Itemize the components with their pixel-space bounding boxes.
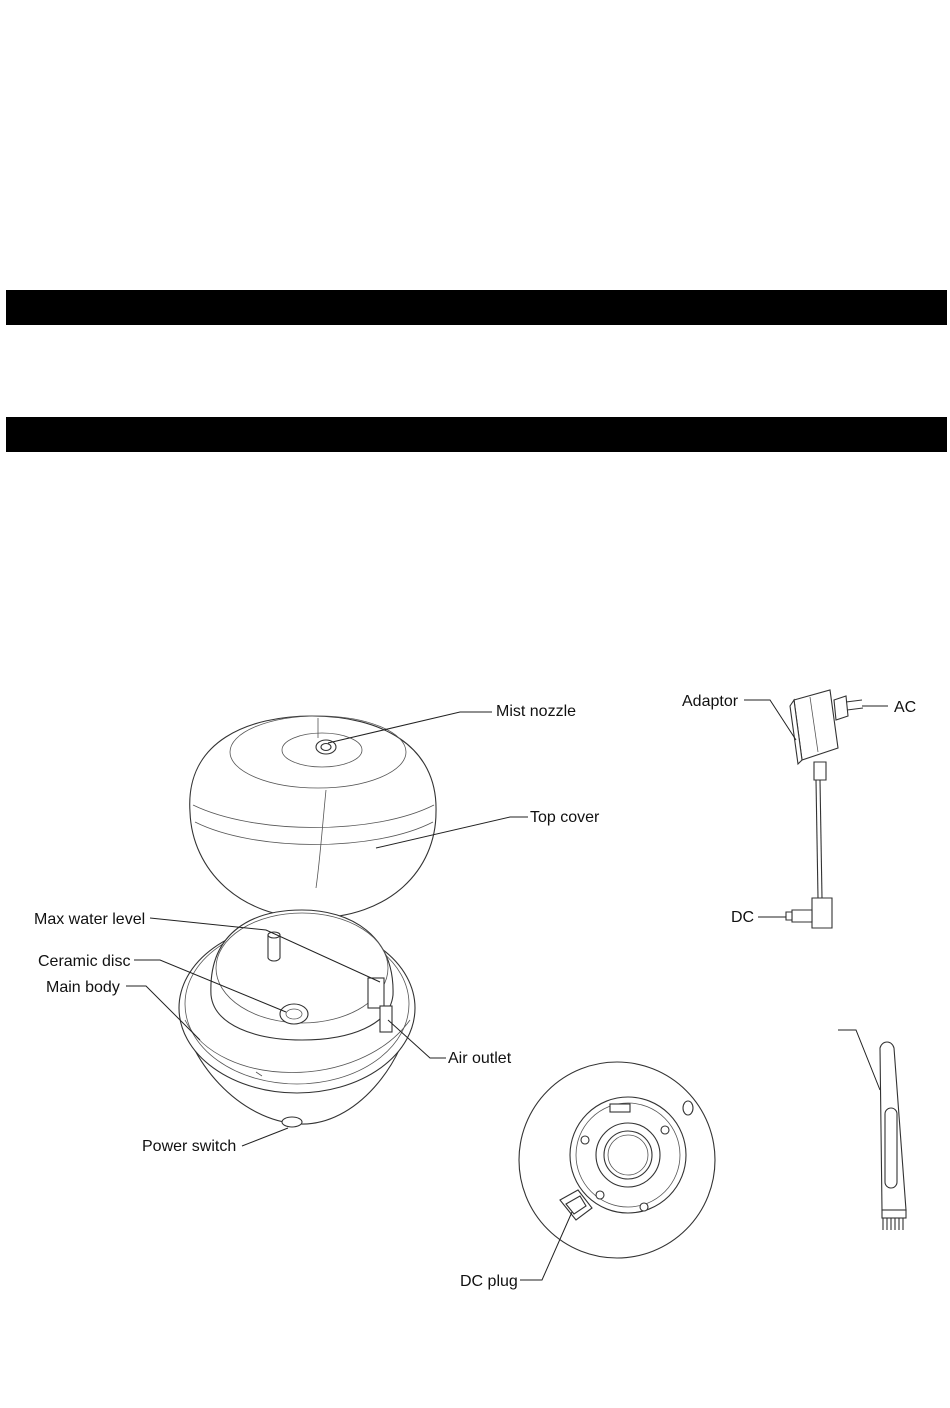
label-dc-plug: DC plug <box>460 1273 518 1290</box>
label-top-cover: Top cover <box>530 809 600 826</box>
label-max-water-level: Max water level <box>34 911 146 928</box>
label-dc: DC <box>731 909 755 926</box>
base-bottom-drawing <box>519 1062 715 1258</box>
label-ceramic-disc: Ceramic disc <box>38 953 131 970</box>
label-ac: AC <box>894 699 917 716</box>
label-main-body: Main body <box>46 979 120 996</box>
cleaning-brush-drawing <box>838 1030 906 1230</box>
label-air-outlet: Air outlet <box>448 1050 512 1067</box>
main-body-drawing <box>179 910 415 1127</box>
label-mist-nozzle: Mist nozzle <box>496 703 577 720</box>
adaptor-drawing <box>786 690 863 928</box>
top-cover-drawing <box>190 716 436 918</box>
label-power-switch: Power switch <box>142 1138 237 1155</box>
label-adaptor: Adaptor <box>682 693 739 710</box>
